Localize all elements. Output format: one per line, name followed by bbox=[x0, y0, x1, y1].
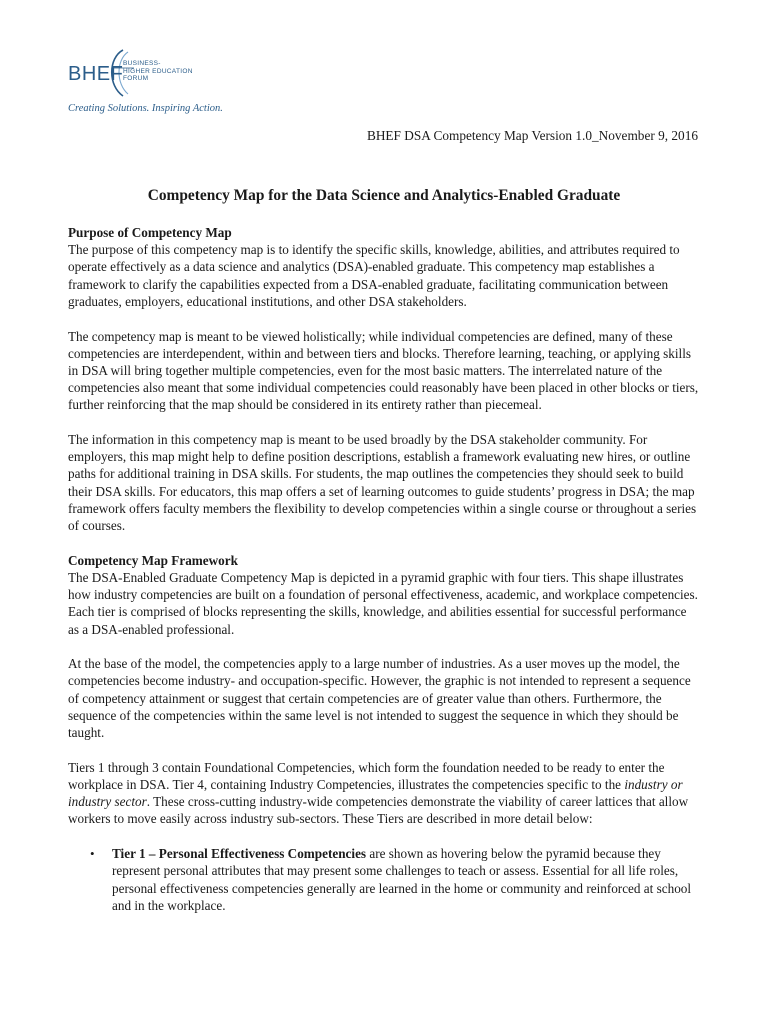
logo-tagline: Creating Solutions. Inspiring Action. bbox=[68, 103, 223, 114]
document-version: BHEF DSA Competency Map Version 1.0_November 9, 2016 bbox=[366, 128, 698, 143]
tiers-text-italic: industry or industry sector bbox=[68, 776, 683, 810]
tier-1-text: are shown as hovering below the pyramid because they represent personal attributes that may present some challenges to teach or assess. Essential for all life roles, personal effectiveness competencies generally are learned in the home or community and reinforced at school and in the workplace. bbox=[112, 846, 692, 913]
bhef-logo bbox=[68, 48, 308, 128]
document-body bbox=[68, 224, 700, 914]
section-heading-purpose: Purpose of Competency Map bbox=[68, 225, 232, 240]
list-item bbox=[112, 845, 700, 914]
logo-subtext: BUSINESS- HIGHER EDUCATION FORUM bbox=[123, 60, 193, 82]
paragraph: The purpose of this competency map is to identify the specific skills, knowledge, abilities, and attributes required to operate effectively as a data science and analytics (DSA)-enabled graduate. This competency map establishes a framework to clarify the capabilities expected from a DSA-enabled graduate, facilitating communication between graduates, employers, educational institutions, and other DSA stakeholders. bbox=[68, 242, 680, 309]
tier-1-title: Tier 1 – Personal Effectiveness Competencies bbox=[112, 846, 367, 862]
document-title: Competency Map for the Data Science and Analytics-Enabled Graduate bbox=[147, 187, 621, 204]
tier-list bbox=[68, 845, 700, 914]
tiers-text-before: Tiers 1 through 3 contain Foundational Competencies, which form the foundation needed to be ready to enter the workplace in DSA. Tier 4, containing Industry Competencies, illustrates the competencies specific to the bbox=[68, 759, 665, 792]
logo-text: BHEF bbox=[68, 63, 124, 85]
paragraph: The competency map is meant to be viewed holistically; while individual competencies are defined, many of these competencies are interdependent, within and between tiers and blocks. Therefore learning, teaching, or applying skills in DSA will bring together multiple competencies, even for the most basic matters. The interrelated nature of the competencies also meant that some individual competencies could reasonably have been placed in other blocks or tiers, further reinforcing that the map should be considered in its entirety rather than piecemeal. bbox=[68, 328, 699, 413]
paragraph: The information in this competency map is meant to be used broadly by the DSA stakeholder community. For employers, this map might help to define position descriptions, establish a framework evaluating new hires, or outline paths for additional training in DSA skills. For students, the map outlines the competencies they should seek to build their DSA skills. For educators, this map offers a set of learning outcomes to guide students’ progress in DSA; the map framework offers faculty members the flexibility to develop competencies within a single course or throughout a series of courses. bbox=[68, 432, 697, 534]
paragraph: The DSA-Enabled Graduate Competency Map is depicted in a pyramid graphic with four tiers. This shape illustrates how industry competencies are built on a foundation of personal effectiveness, academic, and workplace competencies. Each tier is comprised of blocks representing the skills, knowledge, and abilities essential for successful performance as a DSA-enabled professional. bbox=[68, 569, 698, 637]
section-heading-framework: Competency Map Framework bbox=[68, 552, 238, 568]
paragraph: At the base of the model, the competencies apply to a large number of industries. As a user moves up the model, the competencies become industry- and occupation-specific. However, the graphic is not intended to represent a sequence of competency attainment or suggest that certain competencies are of greater value than others. Furthermore, the sequence of the competencies within the same level is not intended to suggest the sequence in which they should be taught. bbox=[68, 656, 691, 741]
tiers-text-after: . These cross-cutting industry-wide competencies demonstrate the viability of career lattices that allow workers to move easily across industry sub-sectors. These Tiers are described in more detail below: bbox=[68, 794, 689, 827]
tiers-paragraph bbox=[68, 759, 700, 828]
